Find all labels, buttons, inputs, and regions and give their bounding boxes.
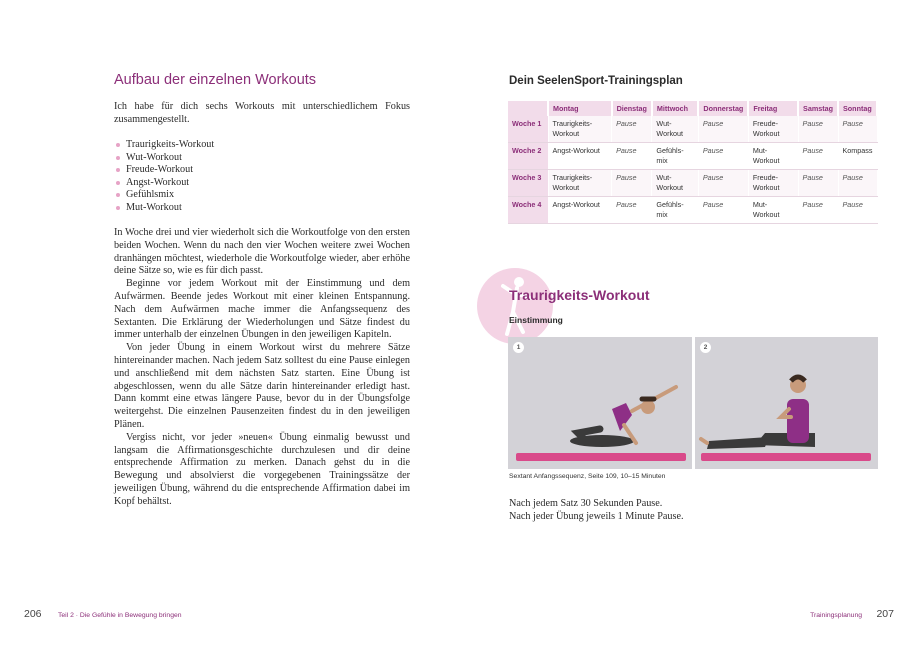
bullet-icon xyxy=(116,143,120,147)
table-cell: Mut-Workout xyxy=(748,143,798,170)
table-cell: Pause xyxy=(698,116,748,143)
table-cell: Pause xyxy=(612,197,652,224)
decorative-figure-circle xyxy=(477,268,553,344)
table-cell: Pause xyxy=(798,143,838,170)
table-cell: Pause xyxy=(838,170,877,197)
table-cell: Traurigkeits-Workout xyxy=(548,116,612,143)
table-header: Sonntag xyxy=(838,101,877,116)
table-row xyxy=(508,116,877,143)
photo-number-badge: 1 xyxy=(513,342,524,353)
table-cell: Pause xyxy=(838,197,877,224)
photo-number-badge: 2 xyxy=(700,342,711,353)
exercise-photo-2 xyxy=(695,337,878,469)
bullet-icon xyxy=(116,206,120,210)
table-row xyxy=(508,170,877,197)
workout-title: Traurigkeits-Workout xyxy=(509,287,650,303)
bullet-icon xyxy=(116,156,120,160)
paragraph: In Woche drei und vier wiederholt sich die Workoutfolge von den ersten beiden Wochen. Wenn du nach den vier Wochen weitere zwei Wochen dranhängen möchtest, wiederhole die Workoutfolge wieder, aber erhöhe deine Sätze so, wie es für dich passt. xyxy=(114,227,410,277)
side-stretch-figure-icon xyxy=(508,337,692,469)
list-item: Freude-Workout xyxy=(116,164,214,177)
right-page xyxy=(459,0,918,648)
bullet-icon xyxy=(116,193,120,197)
table-cell: Pause xyxy=(612,143,652,170)
table-cell: Traurigkeits-Workout xyxy=(548,170,612,197)
table-row xyxy=(508,197,877,224)
table-header: Freitag xyxy=(748,101,798,116)
bullet-icon xyxy=(116,168,120,172)
table-cell: Angst-Workout xyxy=(548,143,612,170)
list-item: Traurigkeits-Workout xyxy=(116,139,214,152)
week-label: Woche 3 xyxy=(508,170,548,197)
list-item: Angst-Workout xyxy=(116,177,214,190)
table-cell: Pause xyxy=(798,116,838,143)
footer-chapter: Teil 2 · Die Gefühle in Bewegung bringen xyxy=(57,612,182,619)
exercise-photo-1 xyxy=(508,337,692,469)
paragraph: Vergiss nicht, vor jeder »neuen« Übung einmalig bewusst und langsam die Affirmationsgeschichte durchzulesen und dir deine entsprechende Affirmation zu merken. Danach gehst du in die Bewegung und absolvierst die vorgegebenen Trainingssätze der jeweiligen Übung, während du die entsprechende Affirmation dabei im Kopf behältst. xyxy=(114,431,410,507)
table-cell: Gefühls-mix xyxy=(652,197,698,224)
table-row xyxy=(508,143,877,170)
table-cell: Kompass xyxy=(838,143,877,170)
pause-line: Nach jedem Satz 30 Sekunden Pause. xyxy=(509,498,663,509)
footer-chapter: Trainingsplanung xyxy=(810,612,863,619)
table-cell: Angst-Workout xyxy=(548,197,612,224)
pause-line: Nach jeder Übung jeweils 1 Minute Pause. xyxy=(509,510,684,522)
table-header: Samstag xyxy=(798,101,838,116)
bullet-icon xyxy=(116,181,120,185)
table-header: Dienstag xyxy=(612,101,652,116)
week-label: Woche 4 xyxy=(508,197,548,224)
list-item: Gefühlsmix xyxy=(116,189,214,202)
page-number: 206 xyxy=(24,608,42,620)
table-header: Mittwoch xyxy=(652,101,698,116)
figure-silhouette-icon xyxy=(477,268,553,344)
table-header xyxy=(508,101,548,116)
intro-paragraph: Ich habe für dich sechs Workouts mit unterschiedlichem Fokus zusammengestellt. xyxy=(114,101,410,125)
page-number: 207 xyxy=(876,608,894,620)
paragraph: Von jeder Übung in einem Workout wirst du mehrere Sätze hintereinander machen. Nach jedem Satz solltest du eine Pause einlegen und anschließend mit dem nächsten Satz starten. Eine Übung ist abgeschlossen, wenn du alle Sätze darin hintereinander erledigt hast. Dann kommt eine etwas längere Pause, bevor du in der Übungsfolge weitergehst. Die einzelnen Pausenzeiten findest du in den jeweiligen Plänen. xyxy=(114,342,410,430)
seated-meditation-figure-icon xyxy=(695,337,878,469)
section-heading: Aufbau der einzelnen Workouts xyxy=(114,72,317,88)
table-cell: Wut-Workout xyxy=(652,170,698,197)
table-cell: Pause xyxy=(798,170,838,197)
paragraph: Beginne vor jedem Workout mit der Einstimmung und dem Aufwärmen. Beende jedes Workout mit einer kleinen Entspannung. Nach dem Aufwärmen mache immer die Anfangssequenz des Sextanten. Die Erklärung der Wiederholungen und Sätze findest du immer unterhalb der einzelnen Übungen in den jeweiligen Kapiteln. xyxy=(114,278,410,341)
pause-note xyxy=(509,498,684,524)
table-cell: Pause xyxy=(698,143,748,170)
week-label: Woche 1 xyxy=(508,116,548,143)
table-cell: Pause xyxy=(612,116,652,143)
table-cell: Pause xyxy=(798,197,838,224)
photo-caption: Sextant Anfangssequenz, Seite 109, 10–15 Minuten xyxy=(509,473,666,480)
table-header: Donnerstag xyxy=(698,101,748,116)
training-plan-table xyxy=(508,101,878,224)
table-header: Montag xyxy=(548,101,612,116)
table-cell: Gefühls-mix xyxy=(652,143,698,170)
workout-list xyxy=(116,139,214,215)
table-cell: Pause xyxy=(612,170,652,197)
table-cell: Freude-Workout xyxy=(748,170,798,197)
plan-title: Dein SeelenSport-Trainingsplan xyxy=(509,75,683,87)
table-cell: Pause xyxy=(698,197,748,224)
left-footer xyxy=(24,604,182,622)
list-item: Wut-Workout xyxy=(116,152,214,165)
table-cell: Pause xyxy=(838,116,877,143)
table-cell: Wut-Workout xyxy=(652,116,698,143)
week-label: Woche 2 xyxy=(508,143,548,170)
sub-heading: Einstimmung xyxy=(509,315,563,325)
table-cell: Pause xyxy=(698,170,748,197)
table-cell: Freude-Workout xyxy=(748,116,798,143)
list-item: Mut-Workout xyxy=(116,202,214,215)
table-header-row xyxy=(508,101,877,116)
table-cell: Mut-Workout xyxy=(748,197,798,224)
body-paragraphs xyxy=(114,227,410,509)
right-footer xyxy=(810,604,894,622)
